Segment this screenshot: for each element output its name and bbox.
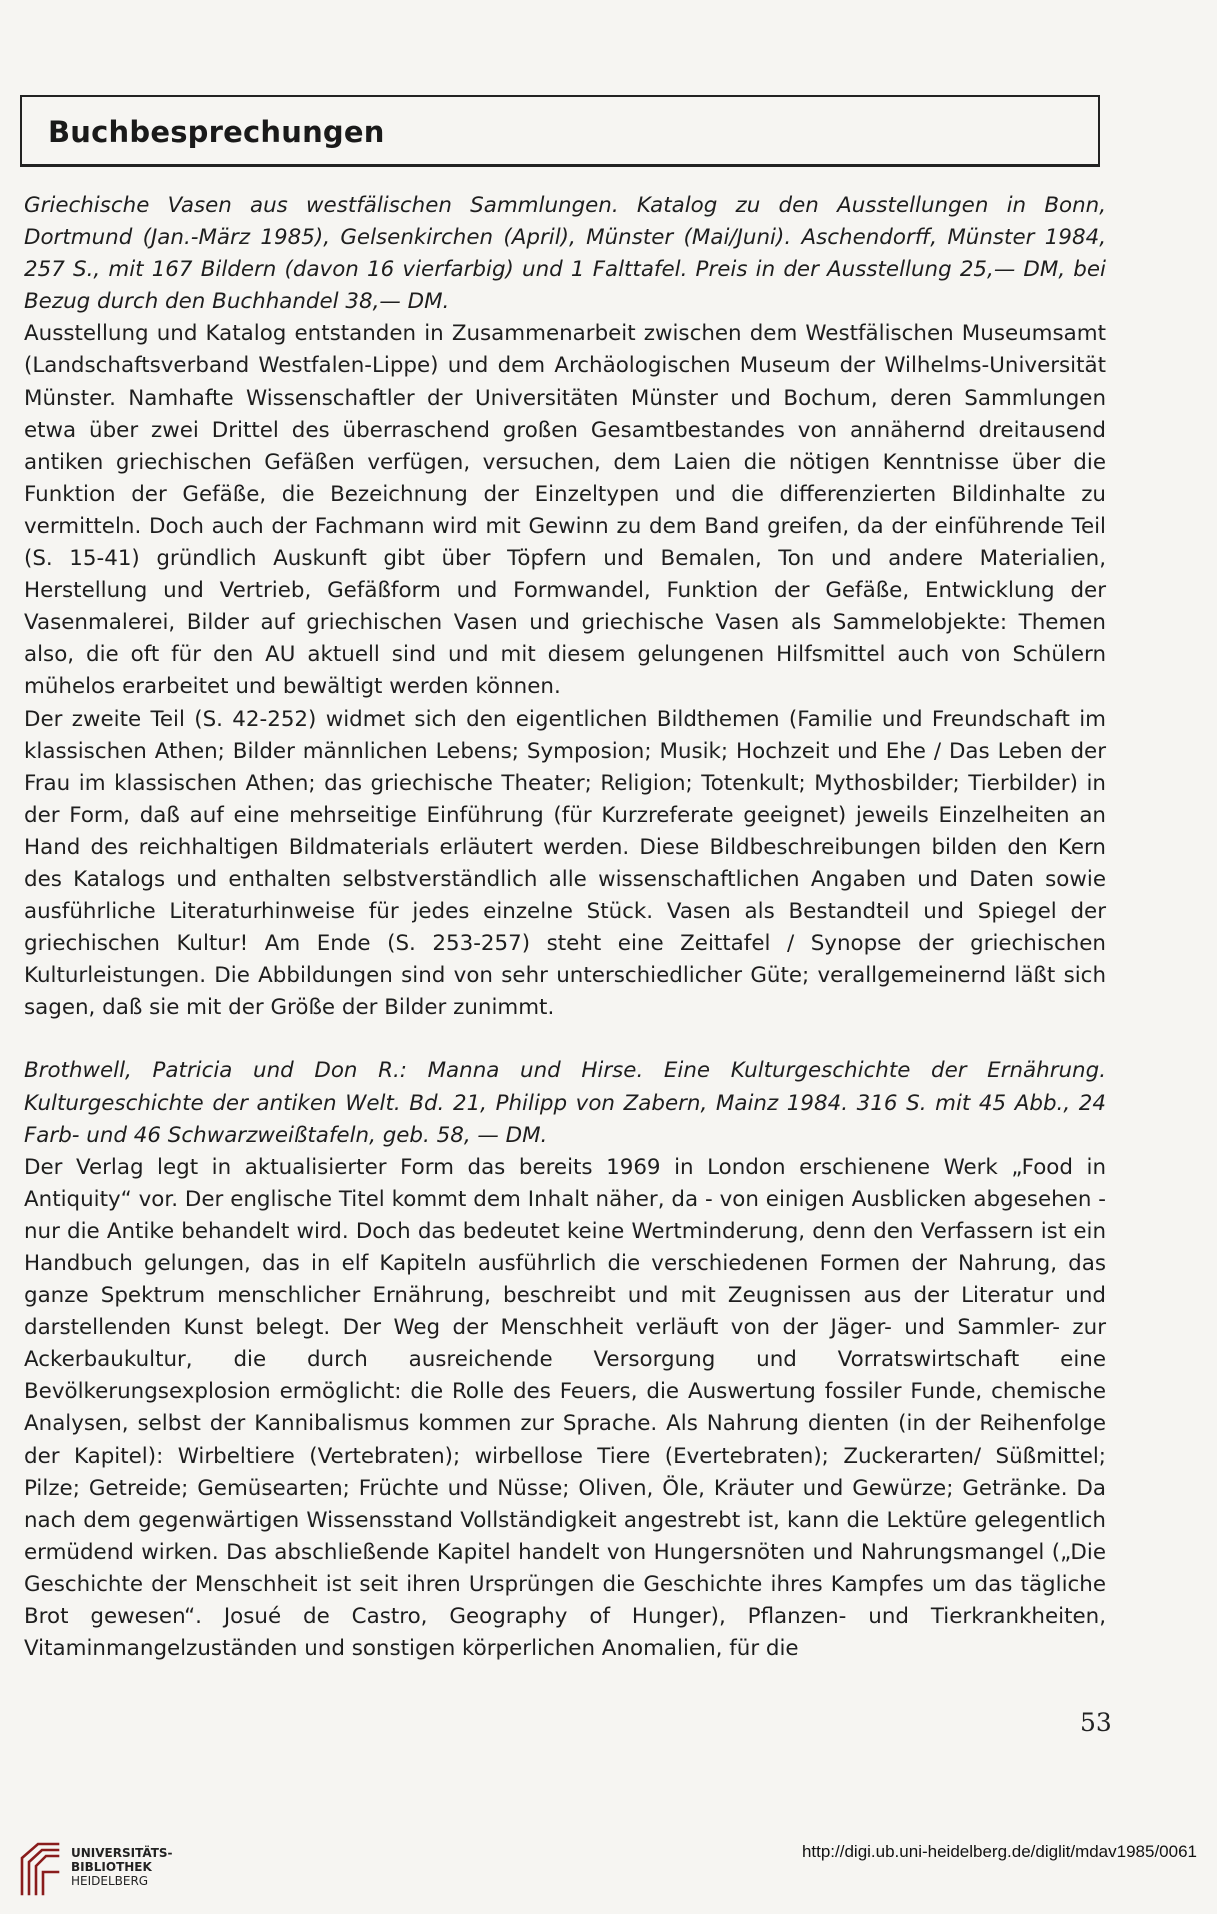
library-name-line-1: UNIVERSITÄTS- — [71, 1846, 173, 1860]
library-name — [71, 1846, 173, 1888]
review-1 — [24, 190, 1106, 1024]
section-title: Buchbesprechungen — [48, 115, 385, 149]
source-url-link[interactable]: http://digi.ub.uni-heidelberg.de/diglit/mdav1985/0061 — [801, 1842, 1197, 1861]
review-1-paragraph-2: Der zweite Teil (S. 42-252) widmet sich den eigentlichen Bildthemen (Familie und Freundschaft im klassischen Athen; Bilder männlichen Lebens; Symposion; Musik; Hochzeit und Ehe / Das Leben der Frau im klassischen Athen; das griechische Theater; Religion; Totenkult; Mythosbilder; Tierbilder) in der Form, daß auf eine mehrseitige Einführung (für Kurzreferate geeignet) jeweils Einzelheiten an Hand des reichhaltigen Bildmaterials erläutert werden. Diese Bildbeschreibungen bilden den Kern des Katalogs und enthalten selbstverständlich alle wissenschaftlichen Angaben und Daten sowie ausführliche Literaturhinweise für jedes einzelne Stück. Vasen als Bestandteil und Spiegel der griechischen Kultur! Am Ende (S. 253-257) steht eine Zeittafel / Synopse der griechischen Kulturleistungen. Die Abbildungen sind von sehr unterschiedlicher Güte; verallgemeinernd läßt sich sagen, daß sie mit der Größe der Bilder zunimmt. — [24, 706, 1106, 1021]
review-1-paragraph-1: Ausstellung und Katalog entstanden in Zusammenarbeit zwischen dem Westfälischen Museumsamt (Landschaftsverband Westfalen-Lippe) und dem Archäologischen Museum der Wilhelms-Universität Münster. Namhafte Wissenschaftler der Universitäten Münster und Bochum, deren Sammlungen etwa über zwei Drittel des überraschend großen Gesamtbestandes von annähernd dreitausend antiken griechischen Gefäßen verfügen, versuchen, dem Laien die nötigen Kenntnisse über die Funktion der Gefäße, die Bezeichnung der Einzeltypen und die differenzierten Bildinhalte zu vermitteln. Doch auch der Fachmann wird mit Gewinn zu dem Band greifen, da der einführende Teil (S. 15-41) gründlich Auskunft gibt über Töpfern und Bemalen, Ton und andere Materialien, Herstellung und Vertrieb, Gefäßform und Formwandel, Funktion der Gefäße, Entwicklung der Vasenmalerei, Bilder auf griechischen Vasen und griechische Vasen als Sammelobjekte: Themen also, die oft für den AU aktuell sind und mit diesem gelungenen Hilfsmittel auch von Schülern mühelos erarbeitet und bewältigt werden können. — [24, 321, 1106, 700]
page-number: 53 — [1080, 1708, 1112, 1737]
review-2 — [24, 1055, 1106, 1665]
library-name-line-2: BIBLIOTHEK — [71, 1860, 152, 1874]
review-2-citation: Brothwell, Patricia und Don R.: Manna und Hirse. Eine Kulturgeschichte der Ernährung. Kulturgeschichte der antiken Welt. Bd. 21, Philipp von Zabern, Mainz 1984. 316 S. mit 45 Abb., 24 Farb- und 46 Schwarzweißtafeln, geb. 58, — DM. — [24, 1058, 1106, 1148]
review-2-paragraph-1: Der Verlag legt in aktualisierter Form das bereits 1969 in London erschienene Werk „Food in Antiquity“ vor. Der englische Titel kommt dem Inhalt näher, da - von einigen Ausblicken abgesehen - nur die Antike behandelt wird. Doch das bedeutet keine Wertminderung, denn den Verfassern ist ein Handbuch gelungen, das in elf Kapiteln ausführlich die verschiedenen Formen der Nahrung, das ganze Spektrum menschlicher Ernährung, beschreibt und mit Zeugnissen aus der Literatur und darstellenden Kunst belegt. Der Weg der Menschheit verläuft von der Jäger- und Sammler- zur Ackerbaukultur, die durch ausreichende Versorgung und Vorratswirtschaft eine Bevölkerungsexplosion ermöglicht: die Rolle des Feuers, die Auswertung fossiler Funde, chemische Analysen, selbst der Kannibalismus kommen zur Sprache. Als Nahrung dienten (in der Reihenfolge der Kapitel): Wirbeltiere (Vertebraten); wirbellose Tiere (Evertebraten); Zuckerarten/ Süßmittel; Pilze; Getreide; Gemüsearten; Früchte und Nüsse; Oliven, Öle, Kräuter und Gewürze; Getränke. Da nach dem gegenwärtigen Wissensstand Vollständigkeit angestrebt ist, kann die Lektüre gelegentlich ermüdend wirken. Das abschließende Kapitel handelt von Hungersnöten und Nahrungsmangel („Die Geschichte der Menschheit ist seit ihren Ursprüngen die Geschichte ihres Kampfes um das tägliche Brot gewesen“. Josué de Castro, Geography of Hunger), Pflanzen- und Tierkrankheiten, Vitaminmangelzuständen und sonstigen körperlichen Anomalien, für die — [24, 1154, 1106, 1662]
digitization-footer — [0, 1828, 1217, 1914]
library-name-line-3: HEIDELBERG — [71, 1874, 149, 1888]
reviews-body — [24, 190, 1106, 1665]
library-logo-icon — [16, 1836, 64, 1898]
review-1-citation: Griechische Vasen aus westfälischen Sammlungen. Katalog zu den Ausstellungen in Bonn, Dortmund (Jan.-März 1985), Gelsenkirchen (April), Münster (Mai/Juni). Aschendorff, Münster 1984, 257 S., mit 167 Bildern (davon 16 vierfarbig) und 1 Falttafel. Preis in der Ausstellung 25,— DM, bei Bezug durch den Buchhandel 38,— DM. — [24, 193, 1106, 315]
review-separator — [24, 1024, 1106, 1055]
